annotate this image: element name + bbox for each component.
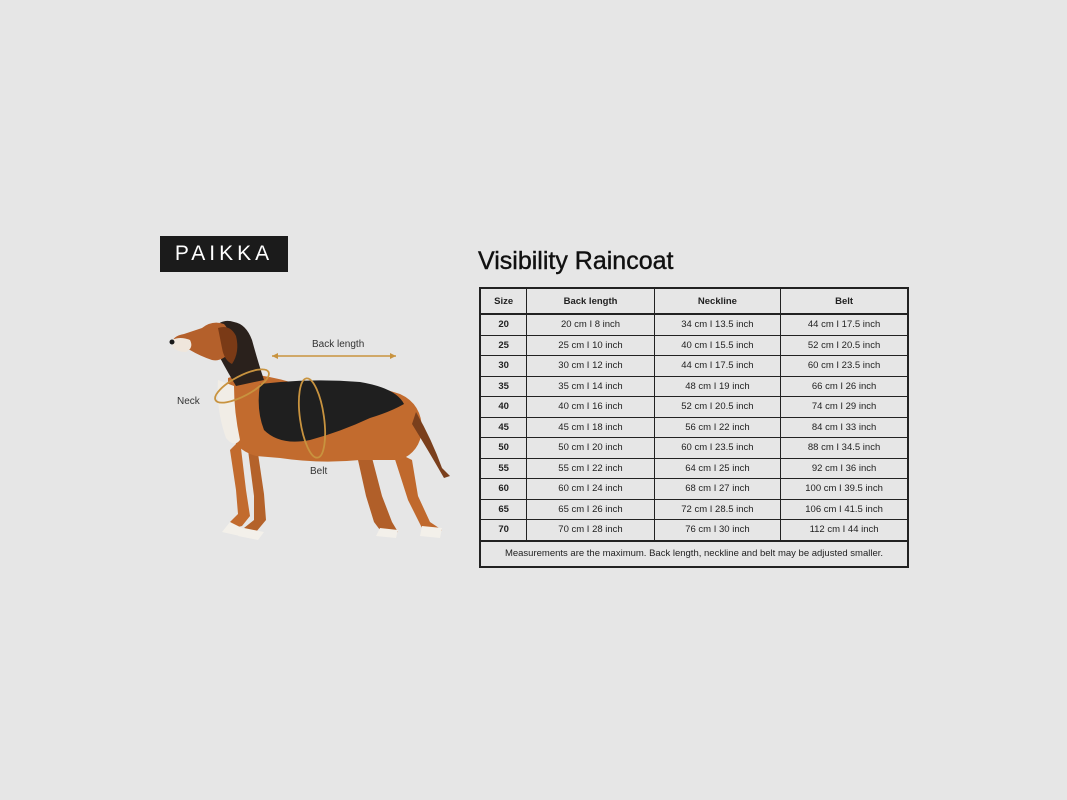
dog-measurement-diagram <box>160 300 460 550</box>
table-row <box>480 335 908 356</box>
belt-cell: 44 cm I 17.5 inch <box>781 314 908 335</box>
size-cell: 40 <box>480 397 527 418</box>
belt-cell: 74 cm I 29 inch <box>781 397 908 418</box>
header-back-length: Back length <box>527 288 654 314</box>
back-length-cell: 25 cm I 10 inch <box>527 335 654 356</box>
size-cell: 70 <box>480 520 527 541</box>
table-row <box>480 520 908 541</box>
table-row <box>480 356 908 377</box>
size-cell: 60 <box>480 479 527 500</box>
belt-cell: 100 cm I 39.5 inch <box>781 479 908 500</box>
back-length-cell: 30 cm I 12 inch <box>527 356 654 377</box>
belt-cell: 52 cm I 20.5 inch <box>781 335 908 356</box>
back-length-cell: 60 cm I 24 inch <box>527 479 654 500</box>
belt-label: Belt <box>310 466 328 477</box>
size-cell: 55 <box>480 458 527 479</box>
size-cell: 35 <box>480 376 527 397</box>
belt-cell: 106 cm I 41.5 inch <box>781 499 908 520</box>
neckline-cell: 52 cm I 20.5 inch <box>654 397 780 418</box>
size-cell: 20 <box>480 314 527 335</box>
belt-cell: 92 cm I 36 inch <box>781 458 908 479</box>
belt-cell: 66 cm I 26 inch <box>781 376 908 397</box>
dog-illustration <box>160 300 460 550</box>
table-row <box>480 417 908 438</box>
neckline-cell: 48 cm I 19 inch <box>654 376 780 397</box>
dog-hind-leg <box>392 450 442 536</box>
neckline-cell: 60 cm I 23.5 inch <box>654 438 780 459</box>
table-row <box>480 499 908 520</box>
neck-label: Neck <box>177 396 200 407</box>
belt-cell: 60 cm I 23.5 inch <box>781 356 908 377</box>
back-length-cell: 50 cm I 20 inch <box>527 438 654 459</box>
brand-logo <box>160 236 288 272</box>
table-row <box>480 458 908 479</box>
size-cell: 50 <box>480 438 527 459</box>
neckline-cell: 64 cm I 25 inch <box>654 458 780 479</box>
back-length-cell: 65 cm I 26 inch <box>527 499 654 520</box>
header-size: Size <box>480 288 527 314</box>
dog-front-leg <box>230 440 250 528</box>
table-note-row <box>480 541 908 567</box>
table-row <box>480 376 908 397</box>
belt-cell: 112 cm I 44 inch <box>781 520 908 541</box>
neckline-cell: 68 cm I 27 inch <box>654 479 780 500</box>
back-length-cell: 20 cm I 8 inch <box>527 314 654 335</box>
header-neckline: Neckline <box>654 288 780 314</box>
table-header-row <box>480 288 908 314</box>
table-row <box>480 397 908 418</box>
back-length-cell: 45 cm I 18 inch <box>527 417 654 438</box>
back-length-cell: 35 cm I 14 inch <box>527 376 654 397</box>
size-cell: 25 <box>480 335 527 356</box>
size-cell: 45 <box>480 417 527 438</box>
header-belt: Belt <box>781 288 908 314</box>
back-length-cell: 55 cm I 22 inch <box>527 458 654 479</box>
neckline-cell: 56 cm I 22 inch <box>654 417 780 438</box>
back-length-cell: 70 cm I 28 inch <box>527 520 654 541</box>
neckline-cell: 40 cm I 15.5 inch <box>654 335 780 356</box>
neckline-cell: 44 cm I 17.5 inch <box>654 356 780 377</box>
measurement-note: Measurements are the maximum. Back length, neckline and belt may be adjusted smaller. <box>480 541 908 567</box>
size-chart-table <box>479 287 909 568</box>
neckline-cell: 34 cm I 13.5 inch <box>654 314 780 335</box>
brand-logo-text: PAIKKA <box>174 242 274 265</box>
table-row <box>480 438 908 459</box>
neckline-cell: 76 cm I 30 inch <box>654 520 780 541</box>
neckline-cell: 72 cm I 28.5 inch <box>654 499 780 520</box>
belt-cell: 84 cm I 33 inch <box>781 417 908 438</box>
back-length-cell: 40 cm I 16 inch <box>527 397 654 418</box>
back-length-label: Back length <box>312 339 365 350</box>
belt-cell: 88 cm I 34.5 inch <box>781 438 908 459</box>
table-row <box>480 479 908 500</box>
size-cell: 65 <box>480 499 527 520</box>
product-title: Visibility Raincoat <box>478 247 674 275</box>
table-row <box>480 314 908 335</box>
size-cell: 30 <box>480 356 527 377</box>
